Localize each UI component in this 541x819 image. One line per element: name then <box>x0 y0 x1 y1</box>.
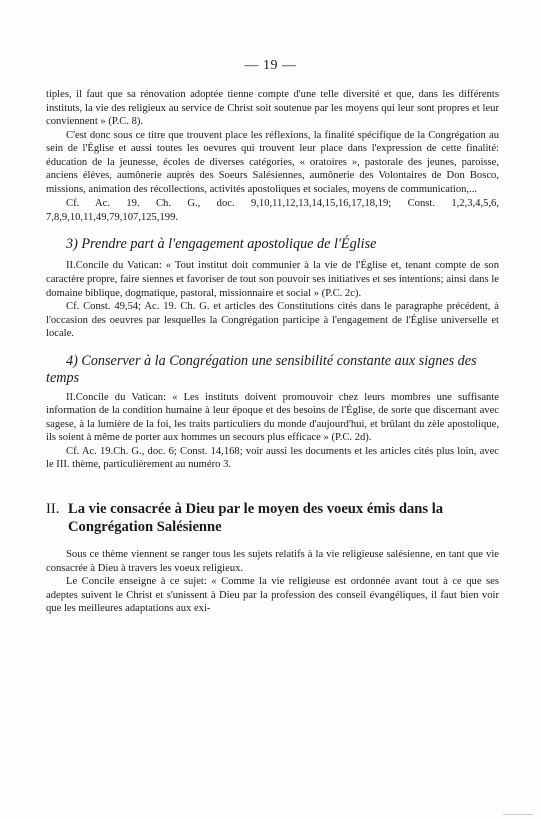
chapter-title: La vie consacrée à Dieu par le moyen des voeux émis dans la Congrégation Salésienne <box>68 501 444 536</box>
reference-note-2: Cf. Const. 49,54; Ac. 19. Ch. G. et articles des Constitutions cités dans le paragraphe précédent, à l'occasion des oeuvres par lesquelles la Congrégation participe à l'engagement de l'Église universelle et locale. <box>46 301 499 340</box>
page-number: — 19 — <box>244 58 297 73</box>
section-heading-4: 4) Conserver à la Congrégation une sensibilité constante aux signes des temps <box>46 352 477 386</box>
chapter-number: II. <box>46 501 60 518</box>
reference-note-1: Cf. Ac. 19. Ch. G., doc. 9,10,11,12,13,14,15,16,17,18,19; Const. 1,2,3,4,5,6, 7,8,9,10,11,49,79,107,125,199. <box>46 198 499 223</box>
paragraph-concile-2: II.Concile du Vatican: « Les instituts doivent promouvoir chez leurs mombres une suffisante information de la condition humaine à leur époque et des besoins de l'Église, de sorte que discernant avec sagese, à la lumière de la foi, les traits particuliers du monde d'aujourd'hui, et brûlant du zèle apostolique, ils soient à même de porter aux hommes un secours plus efficace » (P.C. 2d). <box>46 391 499 444</box>
page-body <box>46 88 499 616</box>
reference-note-3: Cf. Ac. 19.Ch. G., doc. 6; Const. 14,168; voir aussi les documents et les articles cités plus loin, avec le III. thème, particulièrement au numéro 3. <box>46 445 499 471</box>
paragraph-concile-1: II.Concile du Vatican: « Tout institut doit communier à la vie de l'Église et, tenant compte de son caractère propre, faire siennes et favoriser de tout son pouvoir ses initiatives et ses intentions; ainsi dans le domaine biblique, dogmatique, pastoral, missionnaire et social » (P.C. 2c). <box>46 260 499 299</box>
paragraph-theme: Sous ce thème viennent se ranger tous les sujets relatifs à la vie religieuse salésienne, en tant que vie consacrée à Dieu à travers les voeux religieux. <box>46 549 499 574</box>
paragraph-concile-3: Le Concile enseigne à ce sujet: « Comme la vie religieuse est ordonnée avant tout à ce que ses adeptes suivent le Christ et s'unissent à Dieu par la profession des conseil évangéliques, il faut bien voir que les meilleures adaptations aux exi- <box>46 576 499 615</box>
scan-edge-mark <box>503 814 533 815</box>
paragraph-finalite: C'est donc sous ce titre que trouvent place les réflexions, la finalité spécifique de la Congrégation au sein de l'Église et aussi toutes les oevures qui trouvent leur place dans l'expression de cette finalité: éducation de la jeunesse, écoles de diverses catégories, « oratoires », pastorale des jeunes, paroisse, anciens élèves, aumônerie auprès des Soeurs Salésiennes, aumônerie des Volontaires de Don Bosco, missions, animation des récollections, activités apostoliques et sociales, moyens de communication,... <box>46 129 499 195</box>
paragraph-continuation: tiples, il faut que sa rénovation adoptée tienne compte d'une telle diversité et que, dans les différents instituts, la vie des religieux au service de Christ soit soutenue par les moyens qui leur sont propres et leur conviennent » (P.C. 8). <box>46 89 499 128</box>
section-heading-3: 3) Prendre part à l'engagement apostolique de l'Église <box>66 236 377 253</box>
chapter-heading <box>46 500 499 536</box>
